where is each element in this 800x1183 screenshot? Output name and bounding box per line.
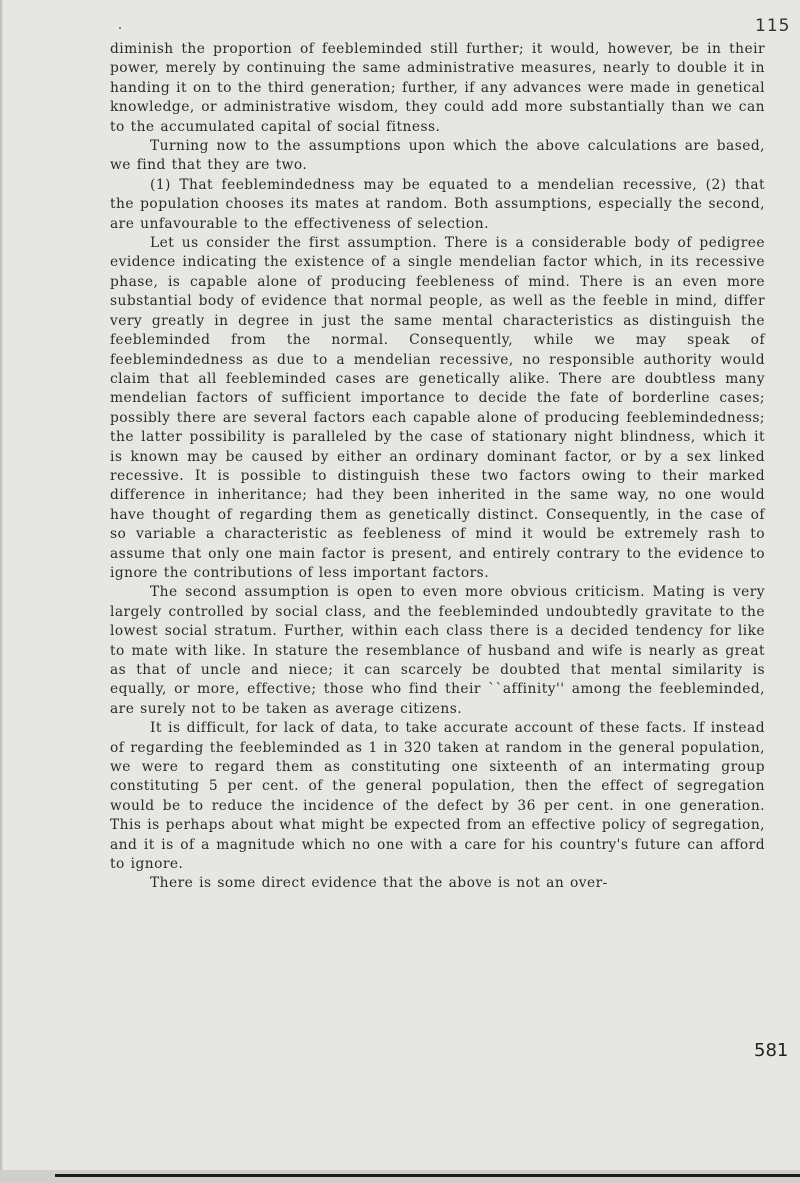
paragraph-second-assumption: The second assumption is open to even more obvious criticism. Mating is very largely controlled by social class, and the feebleminded undoubtedly gravitate to the lowest social stratum. Further, within each class there is a decided tendency for like to mate with like. In stature the resemblance of husband and wife is nearly as great as that of uncle and niece; it can scarcely be doubted that mental similarity is equally, or more, effective; those who find their ``affinity'' among the feebleminded, are surely not to be taken as average citizens.	[110, 584, 765, 717]
paragraph-segregation-effect: It is difficult, for lack of data, to take accurate account of these facts. If instead of regarding the feebleminded as 1 in 320 taken at random in the general population, we were to regard them as constituting one sixteenth of an intermating group constituting 5 per cent. of the general population, then the effect of segregation would be to reduce the incidence of the defect by 36 per cent. in one generation. This is perhaps about what might be expected from an effective policy of segregation, and it is of a magnitude which no one with a care for his country's future can afford to ignore.	[110, 720, 765, 873]
paragraph-direct-evidence: There is some direct evidence that the above is not an over-	[150, 875, 608, 892]
paragraph-assumptions-intro: Turning now to the assumptions upon which the above calculations are based, we find that they are two.	[110, 138, 765, 174]
page-number-bottom: 581	[754, 1040, 789, 1061]
page-left-edge	[0, 0, 3, 1183]
body-text	[110, 40, 765, 894]
print-speck	[119, 27, 121, 29]
bottom-scan-edge	[0, 1170, 800, 1183]
paragraph-continued: diminish the proportion of feebleminded still further; it would, however, be in their power, merely by continuing the same administrative measures, nearly to double it in handing it on to the third generation; further, if any advances were made in genetical knowledge, or administrative wisdom, they could add more substantially than we can to the accumulated capital of social fitness.	[110, 41, 765, 135]
bottom-scan-bar	[55, 1174, 800, 1177]
paragraph-assumptions-list: (1) That feeblemindedness may be equated to a mendelian recessive, (2) that the population chooses its mates at random. Both assumptions, especially the second, are unfavourable to the effectiveness of selection.	[110, 176, 765, 232]
paragraph-first-assumption: Let us consider the first assumption. There is a considerable body of pedigree evidence indicating the existence of a single mendelian factor which, in its recessive phase, is capable alone of producing feebleness of mind. There is an even more substantial body of evidence that normal people, as well as the feeble in mind, differ very greatly in degree in just the same mental characteristics as distinguish the feebleminded from the normal. Consequently, while we may speak of feeblemindedness as due to a mendelian recessive, no responsible authority would claim that all feebleminded cases are genetically alike. There are doubtless many mendelian factors of sufficient importance to decide the fate of borderline cases; possibly there are several factors each capable alone of producing feeblemindedness; the latter possibility is paralleled by the case of stationary night blindness, which it is known may be caused by either an ordinary dominant factor, or by a sex linked recessive. It is possible to distinguish these two factors owing to their marked difference in inheritance; had they been inherited in the same way, no one would have thought of regarding them as genetically distinct. Consequently, in the case of so variable a characteristic as feebleness of mind it would be extremely rash to assume that only one main factor is present, and entirely contrary to the evidence to ignore the contributions of less important factors.	[110, 235, 765, 581]
page-number-top: 115	[755, 16, 791, 36]
